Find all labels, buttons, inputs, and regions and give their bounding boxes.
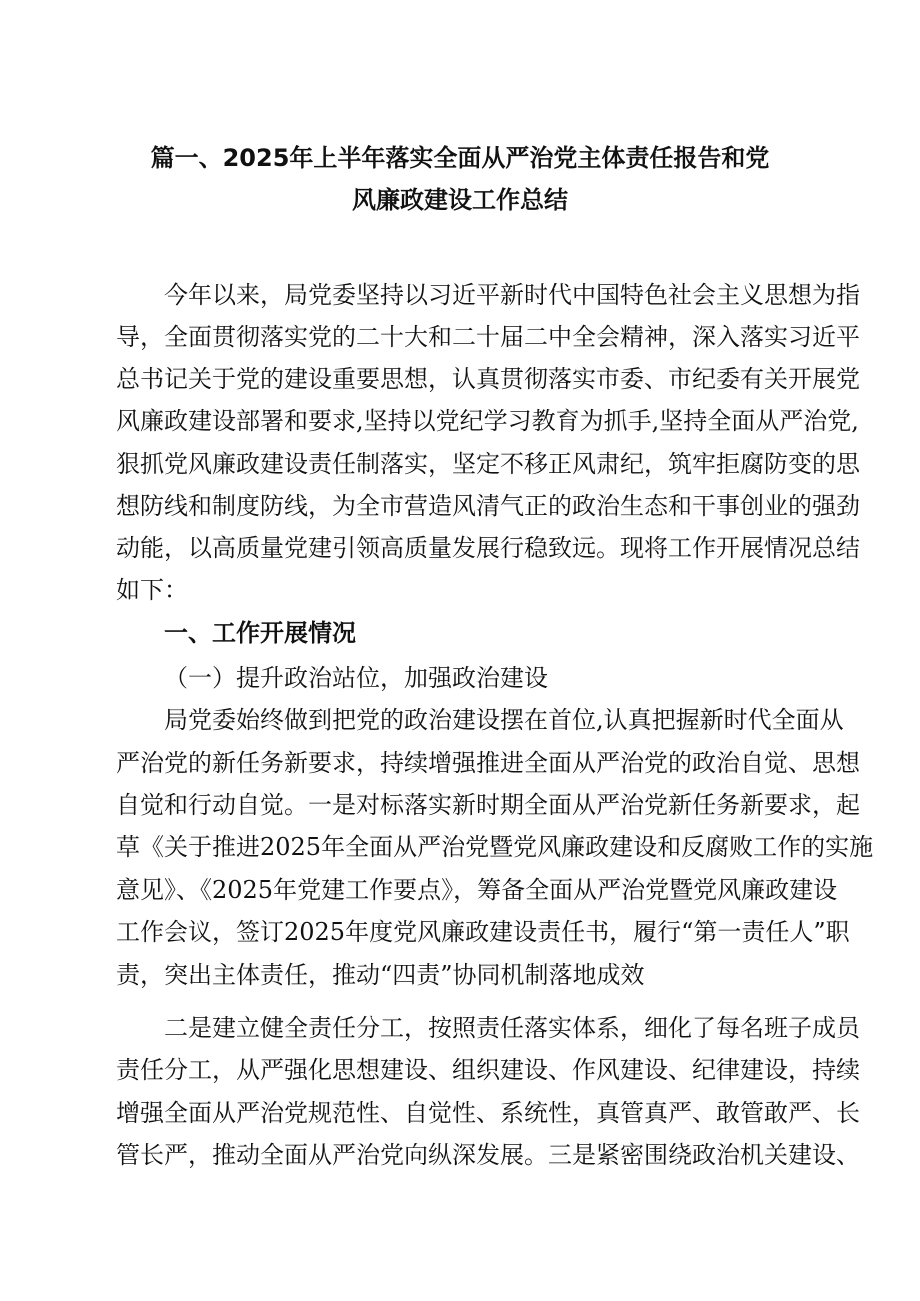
paragraph-line: 自觉和行动自觉。一是对标落实新时期全面从严治党新任务新要求，起 — [116, 791, 860, 819]
intro-line: 狠抓党风廉政建设责任制落实，坚定不移正风肃纪，筑牢拒腐防变的思 — [116, 450, 860, 478]
intro-line: 总书记关于党的建设重要思想，认真贯彻落实市委、市纪委有关开展党 — [116, 365, 860, 393]
paragraph-line: 草《关于推进2025年全面从严治党暨党风廉政建设和反腐败工作的实施 — [116, 833, 874, 861]
document-title-line-2: 风廉政建设工作总结 — [352, 186, 568, 214]
paragraph-line: 增强全面从严治党规范性、自觉性、系统性，真管真严、敢管敢严、长 — [116, 1099, 860, 1127]
subsection-heading: （一）提升政治站位，加强政治建设 — [164, 664, 548, 692]
paragraph-line: 二是建立健全责任分工，按照责任落实体系，细化了每名班子成员 — [164, 1014, 860, 1042]
section-heading: 一、工作开展情况 — [164, 619, 356, 647]
intro-line: 如下： — [116, 576, 188, 604]
intro-line: 风廉政建设部署和要求,坚持以党纪学习教育为抓手,坚持全面从严治党, — [116, 407, 859, 435]
paragraph-line: 局党委始终做到把党的政治建设摆在首位,认真把握新时代全面从 — [164, 706, 844, 734]
paragraph-line: 严治党的新任务新要求，持续增强推进全面从严治党的政治自觉、思想 — [116, 749, 860, 777]
intro-line: 导，全面贯彻落实党的二十大和二十届二中全会精神，深入落实习近平 — [116, 323, 860, 351]
paragraph-line: 工作会议，签订2025年度党风廉政建设责任书，履行“第一责任人”职 — [116, 918, 850, 946]
paragraph-line: 意见》、《2025年党建工作要点》，筹备全面从严治党暨党风廉政建设 — [116, 876, 838, 904]
intro-line: 今年以来，局党委坚持以习近平新时代中国特色社会主义思想为指 — [164, 281, 860, 309]
document-title-line-1: 篇一、2025年上半年落实全面从严治党主体责任报告和党 — [150, 144, 770, 172]
intro-line: 想防线和制度防线，为全市营造风清气正的政治生态和干事创业的强劲 — [116, 492, 860, 520]
paragraph-line: 责任分工，从严强化思想建设、组织建设、作风建设、纪律建设，持续 — [116, 1056, 860, 1084]
paragraph-line: 责，突出主体责任，推动“四责”协同机制落地成效 — [116, 961, 645, 989]
intro-line: 动能，以高质量党建引领高质量发展行稳致远。现将工作开展情况总结 — [116, 534, 860, 562]
paragraph-line: 管长严，推动全面从严治党向纵深发展。三是紧密围绕政治机关建设、 — [116, 1141, 860, 1169]
